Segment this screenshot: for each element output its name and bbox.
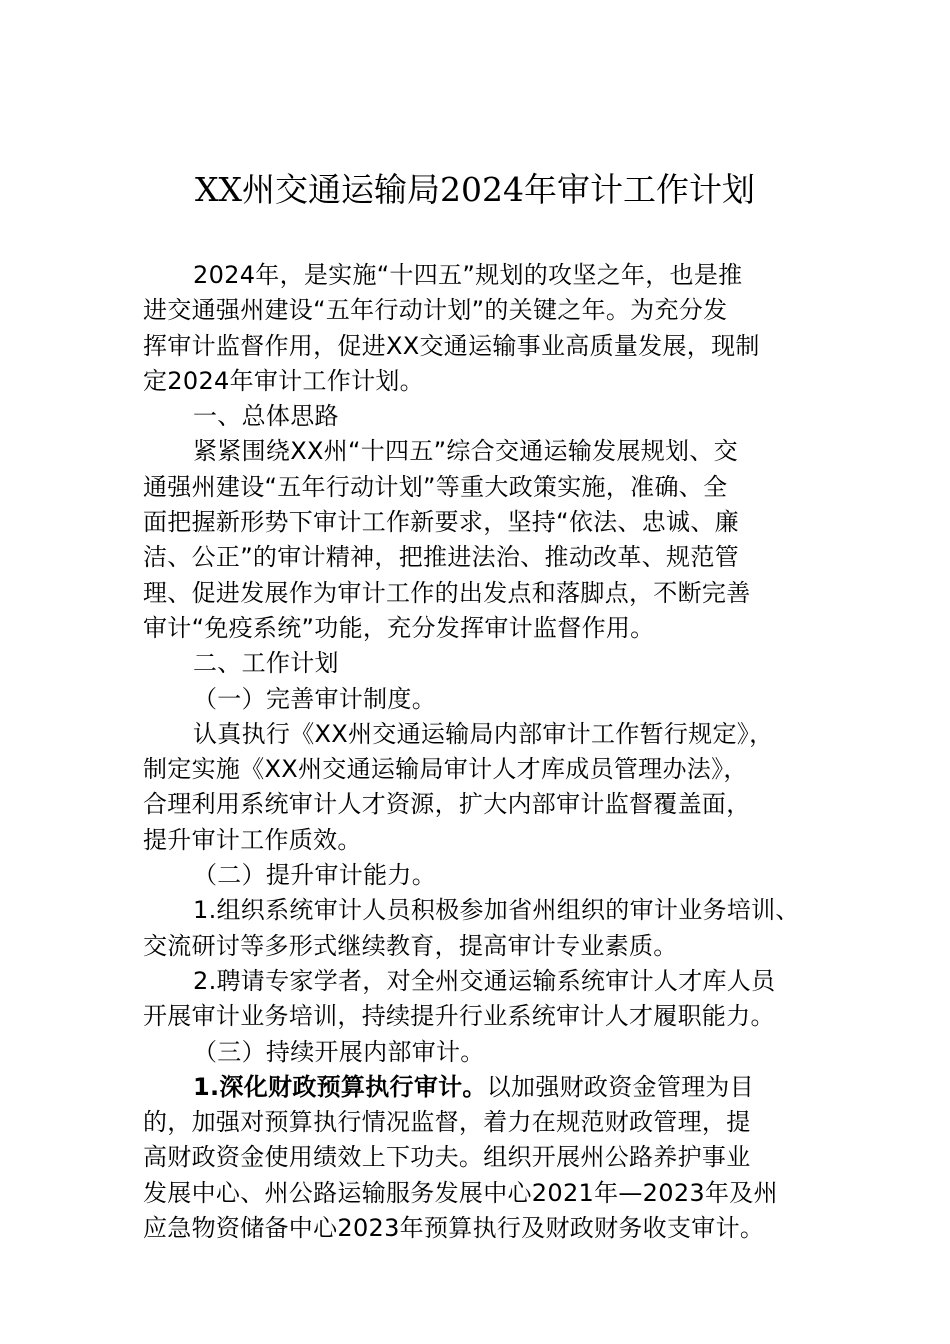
- paragraph-line: 提升审计工作质效。: [143, 825, 362, 854]
- paragraph-line: 的，加强对预算执行情况监督，着力在规范财政管理，提: [143, 1108, 751, 1137]
- subsection-heading-1: （一）完善审计制度。: [193, 684, 436, 713]
- paragraph-line: [143, 1070, 808, 1105]
- paragraph-line: 进交通强州建设“五年行动计划”的关键之年。为充分发: [143, 296, 728, 325]
- paragraph-line: 1.组织系统审计人员积极参加省州组织的审计业务培训、: [193, 896, 800, 925]
- subsection-heading-3: （三）持续开展内部审计。: [193, 1037, 485, 1066]
- paragraph-line: 定2024年审计工作计划。: [143, 366, 424, 395]
- paragraph-line: 紧紧围绕XX州“十四五”综合交通运输发展规划、交: [193, 437, 738, 466]
- paragraph-line: 发展中心、州公路运输服务发展中心2021年—2023年及州: [143, 1178, 778, 1207]
- paragraph-line: 交流研讨等多形式继续教育，提高审计专业素质。: [143, 931, 678, 960]
- subsection-heading-2: （二）提升审计能力。: [193, 861, 436, 890]
- section-heading-2: 二、工作计划: [193, 649, 339, 678]
- paragraph-line: 2.聘请专家学者，对全州交通运输系统审计人才库人员: [193, 966, 776, 995]
- document-body: [143, 258, 808, 1246]
- paragraph-line: 面把握新形势下审计工作新要求，坚持“依法、忠诚、廉: [143, 508, 739, 537]
- paragraph-line: 挥审计监督作用，促进XX交通运输事业高质量发展，现制: [143, 331, 760, 360]
- document-title: XX州交通运输局2024年审计工作计划: [195, 170, 755, 209]
- paragraph-line: 理、促进发展作为审计工作的出发点和落脚点，不断完善: [143, 578, 751, 607]
- paragraph-line: 审计“免疫系统”功能，充分发挥审计监督作用。: [143, 613, 655, 642]
- paragraph-line: 合理利用系统审计人才资源，扩大内部审计监督覆盖面，: [143, 790, 751, 819]
- paragraph-line: 2024年，是实施“十四五”规划的攻坚之年，也是推: [193, 261, 743, 289]
- paragraph-line: 认真执行《XX州交通运输局内部审计工作暂行规定》，: [193, 719, 774, 748]
- paragraph-line: 应急物资储备中心2023年预算执行及财政财务收支审计。: [143, 1214, 765, 1243]
- section-heading-1: 一、总体思路: [193, 402, 339, 431]
- paragraph-line: 开展审计业务培训，持续提升行业系统审计人才履职能力。: [143, 1002, 775, 1031]
- paragraph-line: 高财政资金使用绩效上下功夫。组织开展州公路养护事业: [143, 1143, 751, 1172]
- item-heading: 1.深化财政预算执行审计。: [193, 1072, 487, 1101]
- paragraph-line: 洁、公正”的审计精神，把推进法治、推动改革、规范管: [143, 543, 739, 572]
- item-text: 以加强财政资金管理为目: [486, 1072, 755, 1101]
- paragraph-line: 制定实施《XX州交通运输局审计人才库成员管理办法》，: [143, 755, 748, 784]
- paragraph-line: 通强州建设“五年行动计划”等重大政策实施，准确、全: [143, 472, 728, 501]
